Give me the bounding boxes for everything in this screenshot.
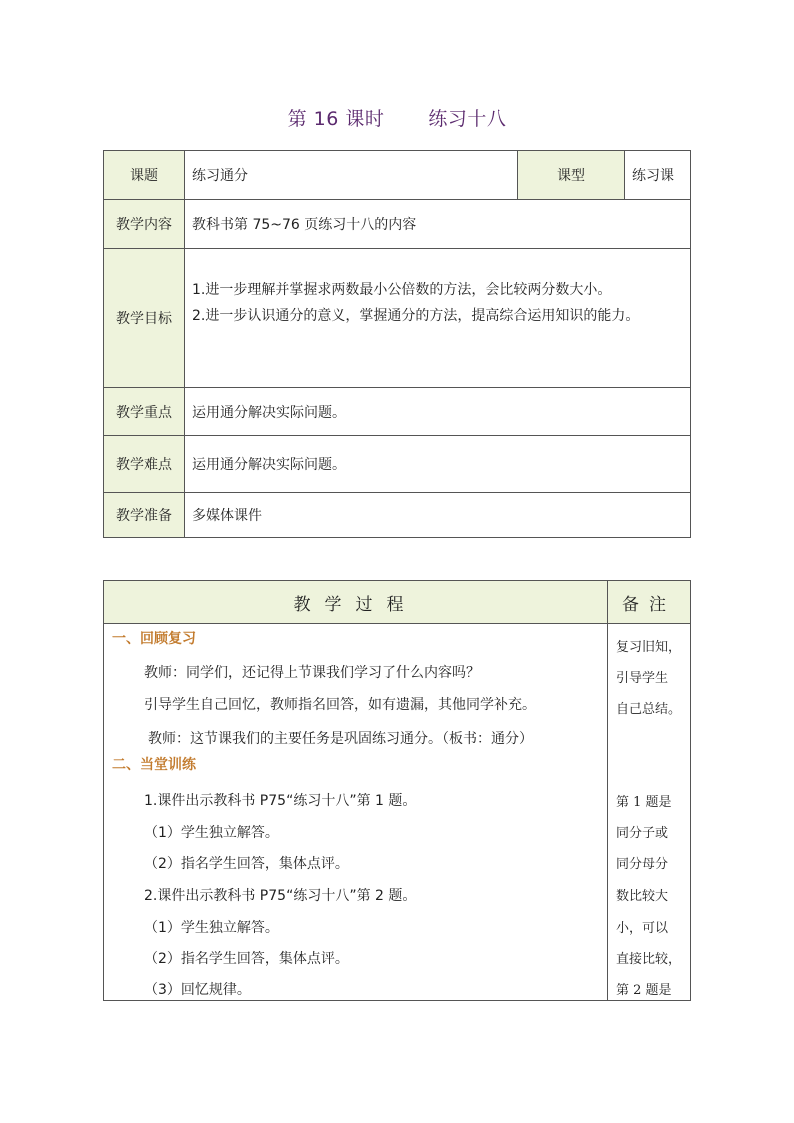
goal-line-1: 1.进一步理解并掌握求两数最小公倍数的方法，会比较两分数大小。 — [192, 282, 612, 298]
process-body — [104, 624, 608, 1001]
process-line-1: 教师：同学们，还记得上节课我们学习了什么内容吗？ — [144, 665, 480, 681]
process-line-8: （1）学生独立解答。 — [144, 920, 279, 936]
goal-line-2: 2.进一步认识通分的意义，掌握通分的方法，提高综合运用知识的能力。 — [192, 308, 640, 324]
topic-value: 练习通分 — [185, 151, 518, 200]
section-review: 一、回顾复习 — [112, 631, 196, 647]
page-title — [0, 104, 794, 131]
note-line-8: 小，可以 — [616, 921, 669, 936]
content-label: 教学内容 — [104, 200, 185, 249]
note-line-6: 同分母分 — [616, 857, 669, 872]
notes-body — [608, 624, 691, 1001]
note-line-10: 第 2 题是 — [616, 983, 672, 998]
lesson-number: 第 16 课时 — [287, 108, 385, 130]
prep-value: 多媒体课件 — [185, 493, 691, 538]
key-value: 运用通分解决实际问题。 — [185, 388, 691, 436]
note-line-3: 自己总结。 — [616, 702, 682, 717]
note-line-1: 复习旧知， — [616, 640, 682, 655]
key-label: 教学重点 — [104, 388, 185, 436]
teaching-process-table — [103, 580, 691, 1001]
content-value: 教科书第 75~76 页练习十八的内容 — [185, 200, 691, 249]
goal-label: 教学目标 — [104, 249, 185, 388]
process-line-4: 1.课件出示教科书 P75“练习十八”第 1 题。 — [144, 793, 417, 809]
lesson-info-table — [103, 150, 691, 538]
note-line-9: 直接比较， — [616, 952, 682, 967]
difficulty-value: 运用通分解决实际问题。 — [185, 436, 691, 493]
notes-header: 备注 — [608, 581, 691, 624]
difficulty-label: 教学难点 — [104, 436, 185, 493]
note-line-7: 数比较大 — [616, 889, 669, 904]
goal-value — [185, 249, 691, 388]
process-line-3: 教师：这节课我们的主要任务是巩固练习通分。（板书：通分） — [148, 731, 533, 747]
note-line-5: 同分子或 — [616, 826, 669, 841]
process-line-9: （2）指名学生回答，集体点评。 — [144, 951, 349, 967]
note-line-2: 引导学生 — [616, 671, 669, 686]
type-value: 练习课 — [625, 151, 691, 200]
process-line-10: （3）回忆规律。 — [144, 982, 251, 998]
process-line-5: （1）学生独立解答。 — [144, 825, 279, 841]
process-line-6: （2）指名学生回答，集体点评。 — [144, 856, 349, 872]
lesson-topic: 练习十八 — [428, 108, 507, 130]
section-practice: 二、当堂训练 — [112, 757, 196, 773]
process-line-7: 2.课件出示教科书 P75“练习十八”第 2 题。 — [144, 888, 417, 904]
note-line-4: 第 1 题是 — [616, 795, 672, 810]
process-header: 教学过程 — [104, 581, 608, 624]
topic-label: 课题 — [104, 151, 185, 200]
type-label: 课型 — [518, 151, 625, 200]
prep-label: 教学准备 — [104, 493, 185, 538]
process-line-2: 引导学生自己回忆，教师指名回答，如有遗漏，其他同学补充。 — [144, 697, 536, 713]
